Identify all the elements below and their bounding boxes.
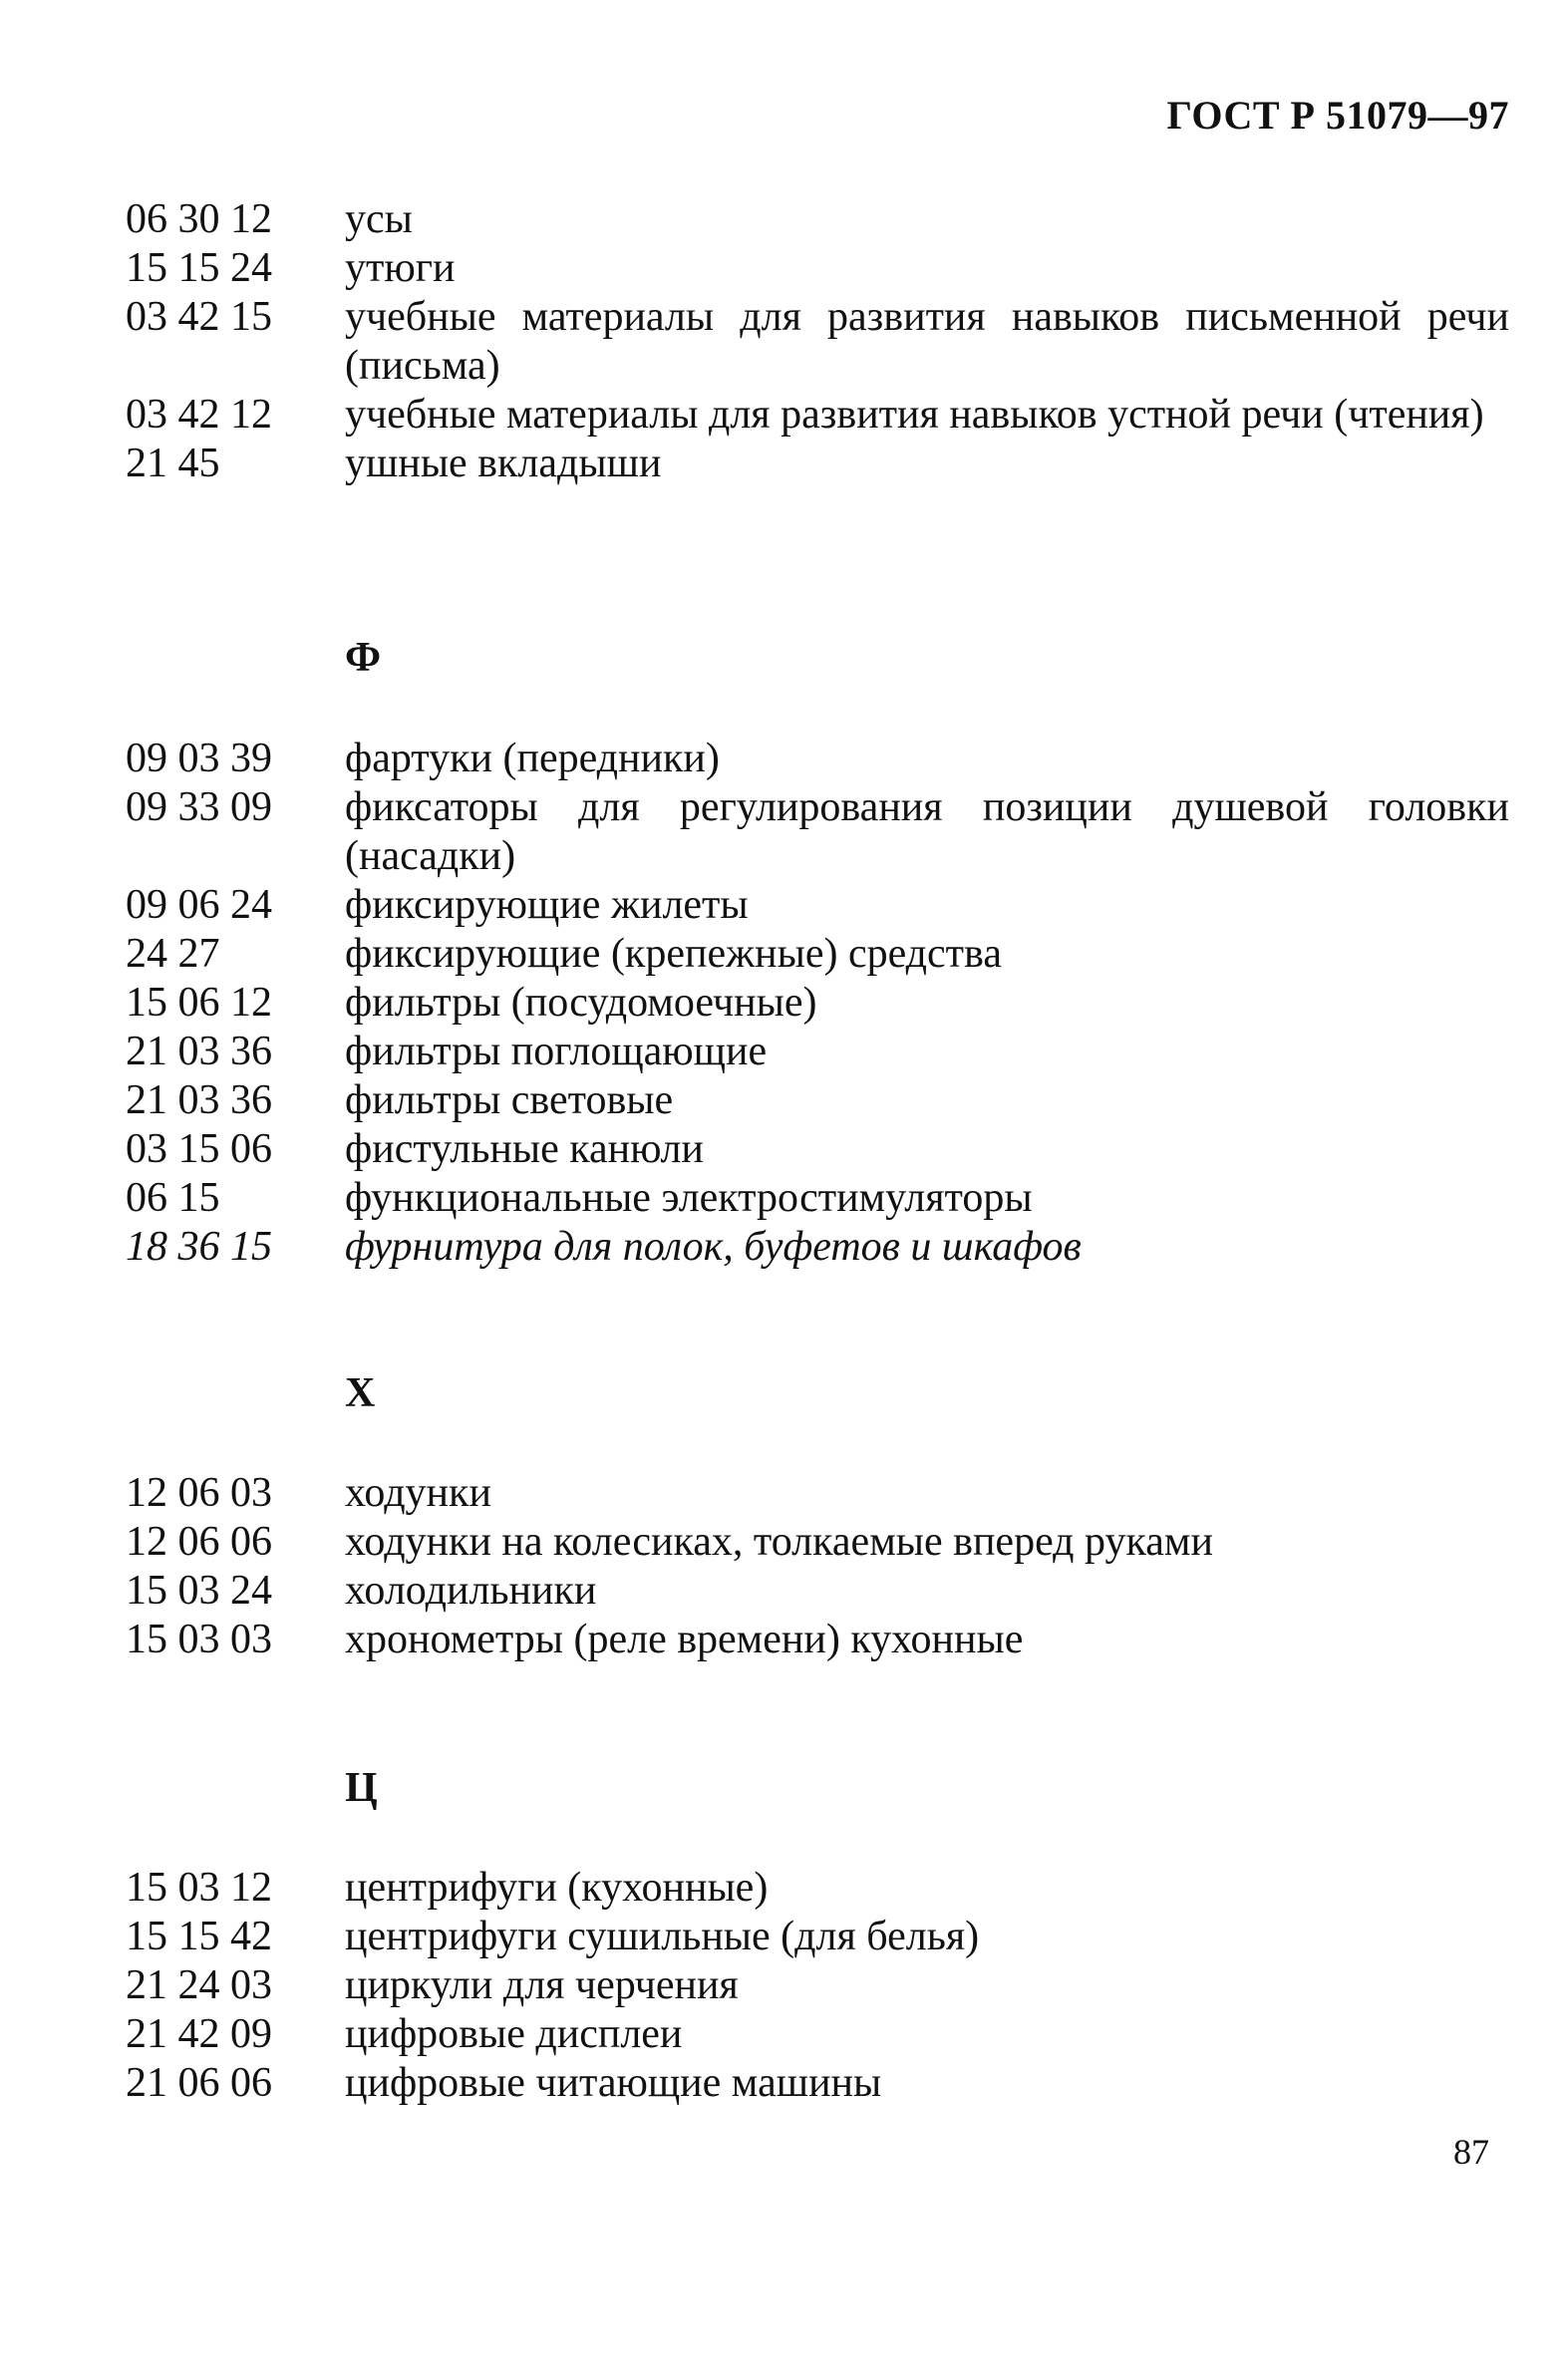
index-entry [0,881,1565,930]
entry-term: холодильники [345,1568,597,1614]
index-entry [0,195,1565,244]
section-letter-kh: Х [345,1370,376,1416]
index-entry [0,735,1565,783]
index-entry [0,391,1565,440]
section-f [0,735,1565,1272]
section-kh [0,1469,1565,1664]
index-entry [0,1567,1565,1616]
entry-term: фиксирующие жилеты [345,882,749,928]
entry-term: утюги [345,245,456,291]
entry-code: 21 45 [126,441,220,486]
entry-code: 12 06 06 [126,1519,272,1565]
index-entry [0,440,1565,488]
entry-code: 03 42 15 [126,294,272,340]
entry-code: 21 03 36 [126,1029,272,1074]
entry-code: 03 42 12 [126,392,272,438]
entry-term: усы [345,196,413,242]
entry-term: ходунки на колесиках, толкаемые вперед руками [345,1519,1213,1565]
entry-term: фиксаторы для регулирования позиции душевой головки (насадки) [345,784,1509,879]
entry-code: 15 03 03 [126,1617,272,1662]
index-entry [0,1076,1565,1125]
entry-term: учебные материалы для развития навыков устной речи (чтения) [345,392,1484,438]
entry-code: 21 06 06 [126,2060,272,2106]
document-header: ГОСТ Р 51079—97 [1166,93,1509,138]
index-entry [0,1961,1565,2010]
index-entry [0,1469,1565,1518]
section-letter-f: Ф [345,635,382,681]
index-entry [0,244,1565,293]
entry-code: 15 15 24 [126,245,272,291]
entry-term: центрифуги сушильные (для белья) [345,1914,980,1959]
entry-code: 21 42 09 [126,2011,272,2057]
entry-code: 12 06 03 [126,1470,272,1516]
entry-term: фистульные канюли [345,1126,704,1172]
entry-term: учебные материалы для развития навыков письменной речи (письма) [345,294,1509,389]
entry-term: фартуки (передники) [345,736,720,781]
index-entry [0,293,1565,391]
index-entry [0,1864,1565,1913]
entry-code: 09 33 09 [126,784,272,830]
index-entry [0,2010,1565,2059]
entry-code: 18 36 15 [126,1224,272,1270]
entry-code: 15 03 24 [126,1568,272,1614]
entry-code: 03 15 06 [126,1126,272,1172]
entry-code: 09 06 24 [126,882,272,928]
entry-term: циркули для черчения [345,1962,739,2008]
index-entry [0,1518,1565,1567]
index-entry [0,783,1565,881]
index-entry [0,1616,1565,1664]
entry-term: фильтры (посудомоечные) [345,980,817,1026]
entry-code: 21 03 36 [126,1077,272,1123]
entry-term: фурнитура для полок, буфетов и шкафов [345,1224,1082,1270]
index-entry [0,1174,1565,1223]
index-entry [0,1028,1565,1076]
index-entry [0,1125,1565,1174]
entry-code: 21 24 03 [126,1962,272,2008]
index-entry [0,1223,1565,1272]
index-entry [0,1913,1565,1961]
entry-term: фильтры световые [345,1077,674,1123]
entry-term: фильтры поглощающие [345,1029,768,1074]
entry-term: цифровые читающие машины [345,2060,882,2106]
entry-code: 06 15 [126,1175,220,1221]
section-u [0,195,1565,488]
entry-term: ходунки [345,1470,491,1516]
entry-code: 15 06 12 [126,980,272,1026]
page-number: 87 [1453,2132,1489,2172]
index-entry [0,979,1565,1028]
index-entry [0,930,1565,979]
section-ts [0,1864,1565,2108]
entry-code: 24 27 [126,931,220,977]
section-letter-ts: Ц [345,1765,378,1811]
entry-term: хронометры (реле времени) кухонные [345,1617,1024,1662]
entry-code: 15 03 12 [126,1865,272,1911]
entry-code: 06 30 12 [126,196,272,242]
entry-code: 15 15 42 [126,1914,272,1959]
entry-term: ушные вкладыши [345,441,662,486]
entry-code: 09 03 39 [126,736,272,781]
entry-term: цифровые дисплеи [345,2011,683,2057]
index-entry [0,2059,1565,2108]
entry-term: центрифуги (кухонные) [345,1865,769,1911]
entry-term: функциональные электростимуляторы [345,1175,1033,1221]
entry-term: фиксирующие (крепежные) средства [345,931,1002,977]
